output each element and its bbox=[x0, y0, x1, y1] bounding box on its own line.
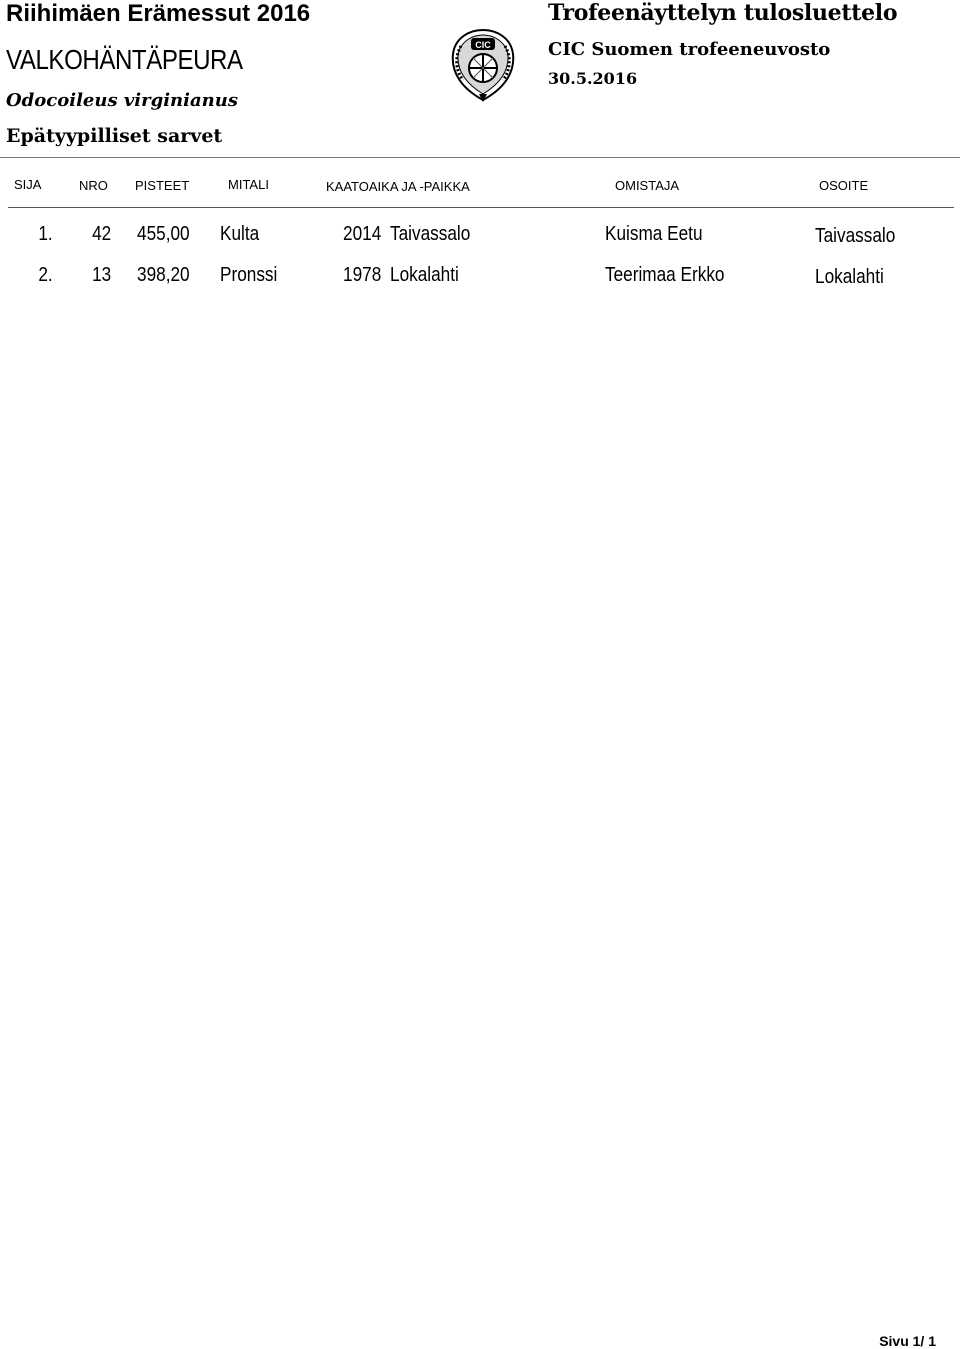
latin-name: Odocoileus virginianus bbox=[6, 90, 238, 111]
organizer-name: CIC Suomen trofeeneuvosto bbox=[548, 39, 831, 60]
cell-address: Lokalahti bbox=[815, 266, 884, 288]
column-header-pisteet: PISTEET bbox=[135, 178, 190, 193]
cell-address: Taivassalo bbox=[815, 225, 896, 247]
cell-rank: 1. bbox=[38, 223, 53, 245]
logo-text: CIC bbox=[475, 40, 491, 50]
column-header-nro: NRO bbox=[79, 178, 108, 193]
page-number: Sivu 1/ 1 bbox=[879, 1333, 936, 1349]
header-divider bbox=[0, 157, 960, 158]
cell-medal: Pronssi bbox=[220, 264, 278, 286]
report-title: Trofeenäyttelyn tulosluettelo bbox=[548, 0, 898, 26]
cell-owner: Teerimaa Erkko bbox=[605, 264, 725, 286]
cell-year: 2014 bbox=[343, 223, 382, 245]
cell-place: Lokalahti bbox=[390, 264, 459, 286]
category-title: Epätyypilliset sarvet bbox=[6, 125, 223, 147]
cell-owner: Kuisma Eetu bbox=[605, 223, 703, 245]
column-header-omistaja: OMISTAJA bbox=[615, 178, 680, 193]
cell-year: 1978 bbox=[343, 264, 382, 286]
cell-nro: 42 bbox=[91, 223, 111, 245]
cell-points: 398,20 bbox=[137, 264, 190, 286]
species-title: VALKOHÄNTÄPEURA bbox=[6, 44, 243, 75]
report-date: 30.5.2016 bbox=[548, 69, 638, 88]
column-header-kaatoaika: KAATOAIKA JA -PAIKKA bbox=[326, 179, 470, 194]
column-header-mitali: MITALI bbox=[228, 177, 269, 192]
table-header-divider bbox=[8, 207, 954, 208]
cell-medal: Kulta bbox=[220, 223, 260, 245]
cic-emblem-icon bbox=[449, 26, 517, 104]
cell-points: 455,00 bbox=[137, 223, 190, 245]
cell-nro: 13 bbox=[91, 264, 111, 286]
cell-place: Taivassalo bbox=[390, 223, 471, 245]
cell-rank: 2. bbox=[38, 264, 53, 286]
event-title: Riihimäen Erämessut 2016 bbox=[6, 0, 311, 27]
column-header-sija: SIJA bbox=[14, 177, 42, 192]
column-header-osoite: OSOITE bbox=[819, 178, 869, 193]
